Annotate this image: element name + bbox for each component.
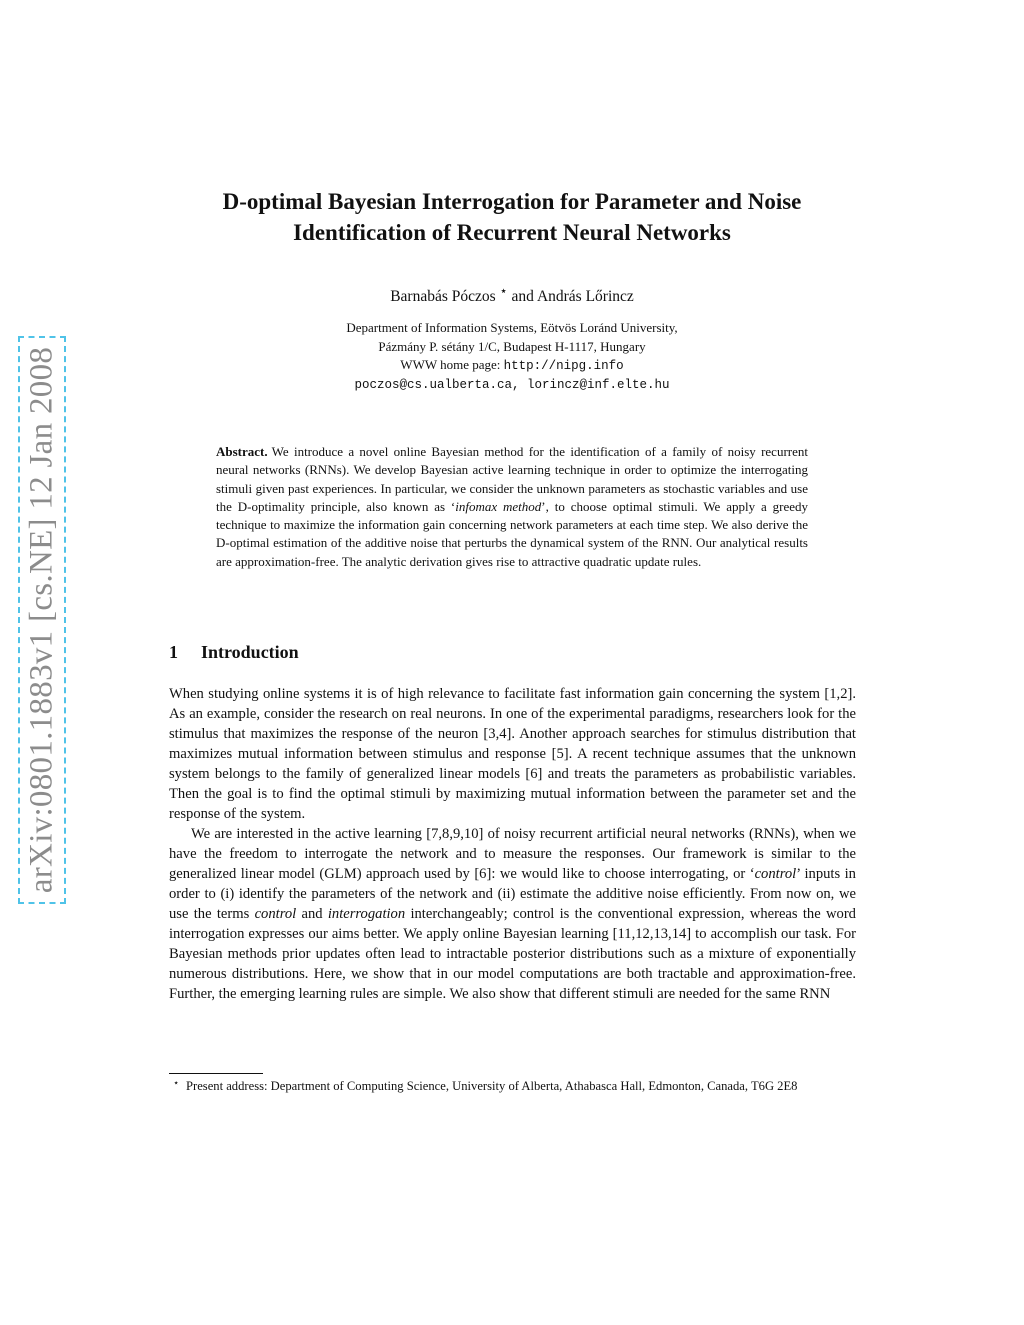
paragraph-2-text-b: ’ inputs in order to (i) identify the parameters of the network and (ii) estimate the additive noise efficiently. From now on, we use the terms: [169, 866, 856, 922]
abstract-text-part-2: ’, to choose optimal stimuli. We apply a greedy technique to maximize the information gain concerning network parameters at each time step. We also derive the D-optimal estimation of the additive noise that perturbs the dynamical system of the RNN. Our analytical results are approximation-free. The analytic derivation gives rise to attractive quadratic update rules.: [216, 498, 808, 569]
paragraph-2: [169, 824, 856, 1004]
control-term: control: [254, 906, 297, 922]
abstract: [216, 443, 808, 571]
paragraph-1: When studying online systems it is of high relevance to facilitate fast information gain concerning the system [1,2]. As an example, consider the research on real neurons. In one of the experimental paradigms, researchers look for the stimulus that maximizes the response of the neuron [3,4]. Another approach searches for stimulus distribution that maximizes mutual information between stimulus and response [5]. A recent technique assumes that the unknown system belongs to the family of generalized linear models [6] and treats the parameters as probabilistic variables. Then the goal is to find the optimal stimuli by maximizing mutual information between the parameter set and the response of the system.: [169, 686, 856, 822]
author-connector: and: [511, 288, 534, 306]
abstract-label: Abstract.: [216, 444, 268, 459]
paragraph-2-text-a: We are interested in the active learning [7,8,9,10] of noisy recurrent artificial neural networks (RNNs), when we have the freedom to interrogate the network and to measure the responses. Our framework is similar to the generalized linear model (GLM) approach used by [6]: we would like to choose interrogating, or ‘: [169, 826, 856, 882]
affiliation-block: [150, 319, 874, 394]
affiliation-line-2: Pázmány P. sétány 1/C, Budapest H-1117, Hungary: [378, 338, 646, 354]
homepage-url[interactable]: http://nipg.info: [503, 359, 624, 373]
interrogation-term: interrogation: [327, 906, 406, 922]
homepage-label: WWW home page:: [400, 357, 501, 372]
introduction-body: [169, 684, 856, 1004]
section-title: Introduction: [201, 642, 299, 662]
author-2: András Lőrincz: [536, 288, 634, 306]
paper-title: [150, 186, 874, 248]
affiliation-line-1: Department of Information Systems, Eötvös Loránd University,: [346, 320, 678, 335]
section-number: 1: [169, 642, 178, 662]
title-line-1: D-optimal Bayesian Interrogation for Parameter and Noise: [222, 189, 802, 214]
footnote-text: Present address: Department of Computing Science, University of Alberta, Athabasca Hall, Edmonton, Canada, T6G 2E8: [186, 1079, 798, 1093]
footnote: [169, 1077, 856, 1095]
footnote-mark: ⋆: [173, 1078, 180, 1089]
homepage-line: [150, 356, 874, 376]
paragraph-2-text-d: interchangeably; control is the conventional expression, whereas the word interrogation expresses our aims better. We apply online Bayesian learning [11,12,13,14] to accomplish our task. For Bayesian methods prior updates often lead to intractable posterior distributions such as a mixture of exponentially numerous distributions. Here, we show that in our model computations are both tractable and approximation-free. Further, the emerging learning rules are simple. We also show that different stimuli are needed for the same RNN: [169, 906, 856, 1002]
paragraph-2-text-c: and: [296, 906, 328, 922]
author-1: Barnabás Póczos: [390, 288, 496, 306]
author-footnote-mark: ⋆: [499, 283, 508, 298]
footnote-divider: [169, 1073, 263, 1074]
email-addresses[interactable]: poczos@cs.ualberta.ca, lorincz@inf.elte.hu: [354, 377, 670, 392]
title-line-2: Identification of Recurrent Neural Networks: [293, 220, 731, 245]
control-quoted-term: control: [754, 866, 797, 882]
abstract-infomax-term: infomax method: [455, 498, 542, 514]
author-list: [150, 283, 874, 306]
abstract-text-part-1: We introduce a novel online Bayesian method for the identification of a family of noisy recurrent neural networks (RNNs). We develop Bayesian active learning technique in order to optimize the interrogating stimuli given past experiences. In particular, we consider the unknown parameters as stochastic variables and use the D-optimality principle, also known as ‘: [216, 444, 808, 514]
arxiv-identifier: arXiv:0801.1883v1 [cs.NE] 12 Jan 2008: [23, 346, 60, 894]
arxiv-side-stamp: [18, 336, 66, 904]
section-heading-introduction: [169, 642, 299, 663]
